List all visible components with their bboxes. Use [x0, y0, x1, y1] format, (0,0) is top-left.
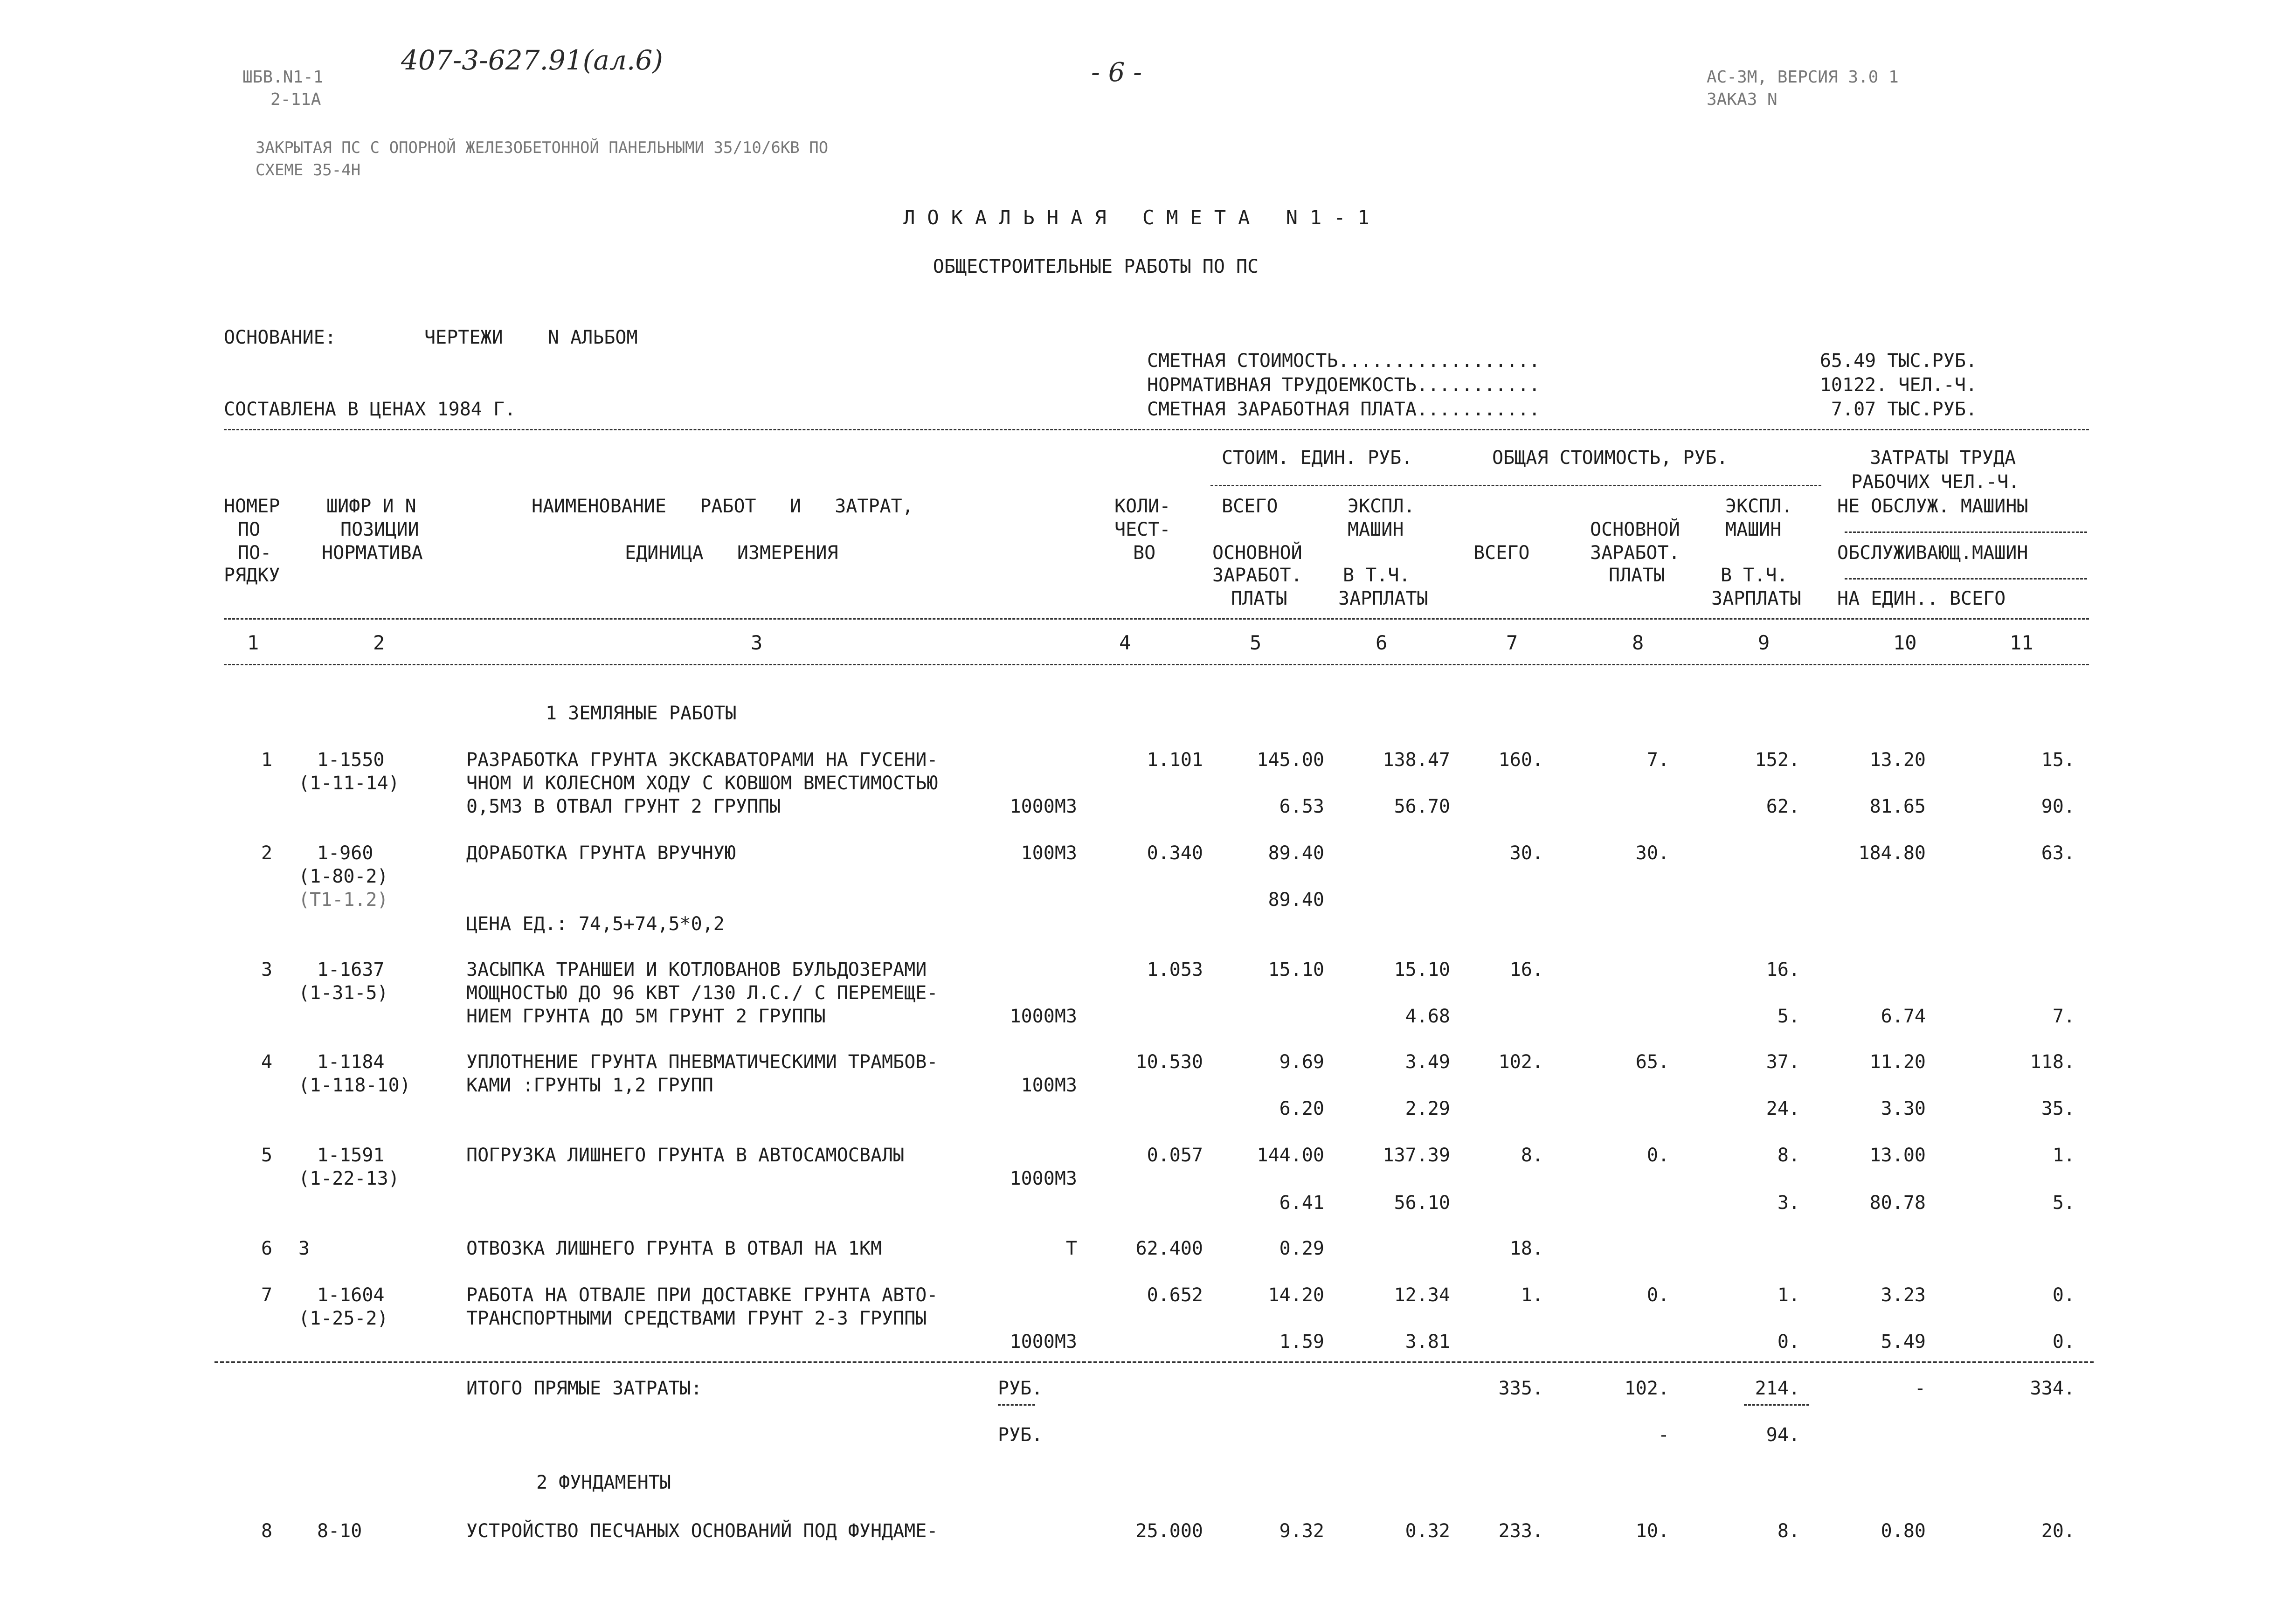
row-labor-unit: 0.80: [1881, 1520, 1926, 1542]
row-unit-mach-wage: 3.81: [1405, 1331, 1450, 1353]
row-mach: 37.: [1766, 1051, 1800, 1073]
row-total: 8.: [1521, 1145, 1543, 1166]
row-desc: ДОРАБОТКА ГРУНТА ВРУЧНУЮ: [466, 842, 736, 864]
doc-code: ШБВ.N1-1: [242, 68, 324, 87]
row-unit-mach: 0.32: [1405, 1520, 1450, 1542]
col6-header-3: В Т.Ч.: [1343, 565, 1411, 586]
header-rule-e: [224, 664, 2089, 665]
row-labor-total: 20.: [2041, 1520, 2075, 1542]
row-unit-total: 9.32: [1279, 1520, 1324, 1542]
order-number: ЗАКАЗ N: [1707, 90, 1777, 109]
col2-header-1: ШИФР И N: [326, 496, 416, 517]
row-unit-wage: 6.20: [1279, 1098, 1324, 1119]
row-labor-total-mach: 7.: [2052, 1006, 2075, 1027]
row-qty: 62.400: [1135, 1238, 1203, 1259]
totals-unit-2: РУБ.: [998, 1424, 1043, 1446]
row-desc: РАБОТА НА ОТВАЛЕ ПРИ ДОСТАВКЕ ГРУНТА АВТО-: [466, 1284, 938, 1306]
row-unit: 100М3: [1021, 842, 1077, 864]
row-code-sub: (1-80-2): [298, 866, 388, 887]
row-mach: 1.: [1777, 1284, 1800, 1306]
row-unit-mach: 137.39: [1383, 1145, 1450, 1166]
row-num: 8: [261, 1520, 273, 1542]
row-labor-unit: 13.00: [1869, 1145, 1926, 1166]
page-title: ЛОКАЛЬНАЯ СМЕТА N1-1: [903, 206, 1382, 229]
col5-header-3: ЗАРАБОТ.: [1212, 565, 1302, 586]
unit-cost-header: СТОИМ. ЕДИН. РУБ.: [1222, 447, 1413, 469]
labor-header-1: ЗАТРАТЫ ТРУДА: [1870, 447, 2016, 469]
row-code: 8-10: [317, 1520, 362, 1542]
row-qty: 1.053: [1147, 959, 1203, 980]
header-rule-a: [1210, 485, 1821, 486]
software-version: АС-3М, ВЕРСИЯ 3.0 1: [1707, 68, 1899, 87]
row-mach-wage: 0.: [1777, 1331, 1800, 1353]
row-wage: 30.: [1635, 842, 1669, 864]
row-code: 1-1184: [317, 1051, 385, 1073]
row-desc: ОТВОЗКА ЛИШНЕГО ГРУНТА В ОТВАЛ НА 1КМ: [466, 1238, 882, 1259]
row-note: ЦЕНА ЕД.: 74,5+74,5*0,2: [466, 913, 725, 935]
row-desc: КАМИ :ГРУНТЫ 1,2 ГРУПП: [466, 1075, 713, 1096]
row-mach: 16.: [1766, 959, 1800, 980]
colnum-3: 3: [751, 631, 763, 654]
row-wage: 65.: [1635, 1051, 1669, 1073]
colnum-4: 4: [1119, 631, 1131, 654]
row-unit-total: 145.00: [1257, 749, 1324, 771]
totals-label: ИТОГО ПРЯМЫЕ ЗАТРАТЫ:: [466, 1378, 702, 1399]
colnum-7: 7: [1506, 631, 1518, 654]
colnum-11: 11: [2010, 631, 2033, 654]
rule-totals: [214, 1361, 2094, 1363]
row-mach: 152.: [1755, 749, 1800, 771]
row-unit-mach-wage: 56.70: [1394, 796, 1450, 817]
row-unit: 1000М3: [1010, 1006, 1077, 1027]
project-title-line1: ЗАКРЫТАЯ ПС С ОПОРНОЙ ЖЕЛЕЗОБЕТОННОЙ ПАНЕЛЬНЫМИ 35/10/6КВ ПО: [256, 138, 829, 157]
row-total: 30.: [1509, 842, 1543, 864]
labor-header-3: НЕ ОБСЛУЖ. МАШИНЫ: [1837, 496, 2028, 517]
col2-header-2: ПОЗИЦИИ: [340, 519, 419, 540]
row-total: 18.: [1509, 1238, 1543, 1259]
page-number: - 6 -: [1091, 57, 1142, 88]
row-mach: 8.: [1777, 1520, 1800, 1542]
row-unit-wage: 6.53: [1279, 796, 1324, 817]
row-num: 1: [261, 749, 273, 771]
row-unit-total: 144.00: [1257, 1145, 1324, 1166]
col7-header: ВСЕГО: [1473, 542, 1530, 564]
row-labor-total: 63.: [2041, 842, 2075, 864]
section-title-foundations: 2 ФУНДАМЕНТЫ: [536, 1472, 671, 1493]
row-labor-unit: 184.80: [1858, 842, 1926, 864]
colnum-8: 8: [1632, 631, 1644, 654]
row-code-sub: (Т1-1.2): [298, 889, 388, 911]
row-labor-total-mach: 90.: [2041, 796, 2075, 817]
summary-value-cost: 65.49 ТЫС.РУБ.: [1819, 350, 1977, 372]
summary-label-cost: СМЕТНАЯ СТОИМОСТЬ..................: [1147, 350, 1540, 372]
col9-header-1: ЭКСПЛ.: [1725, 496, 1793, 517]
row-code: 1-1604: [317, 1284, 385, 1306]
row-labor-total-mach: 35.: [2041, 1098, 2075, 1119]
col4-header-1: КОЛИ-: [1114, 496, 1171, 517]
labor-header-4: ОБСЛУЖИВАЮЩ.МАШИН: [1837, 542, 2028, 564]
col5-header-4: ПЛАТЫ: [1231, 588, 1287, 609]
row-num: 3: [261, 959, 273, 980]
row-labor-unit-mach: 5.49: [1881, 1331, 1926, 1353]
row-total: 16.: [1509, 959, 1543, 980]
row-total: 1.: [1521, 1284, 1543, 1306]
row-labor-unit: 13.20: [1869, 749, 1926, 771]
row-code: 1-960: [317, 842, 373, 864]
row-labor-unit-mach: 80.78: [1869, 1192, 1926, 1214]
col1-header-4: РЯДКУ: [224, 565, 280, 586]
row-code-sub: (1-22-13): [298, 1168, 400, 1189]
col1-header-1: НОМЕР: [224, 496, 280, 517]
row-qty: 25.000: [1135, 1520, 1203, 1542]
totals-wage-2: -: [1658, 1424, 1669, 1446]
row-unit-wage: 6.41: [1279, 1192, 1324, 1214]
row-wage: 7.: [1646, 749, 1669, 771]
row-code: 1-1550: [317, 749, 385, 771]
row-unit: 100М3: [1021, 1075, 1077, 1096]
row-code: 3: [298, 1238, 310, 1259]
row-labor-unit-mach: 81.65: [1869, 796, 1926, 817]
col8-header-2: ЗАРАБОТ.: [1590, 542, 1680, 564]
totals-labor-unit: -: [1914, 1378, 1926, 1399]
row-labor-unit: 3.23: [1881, 1284, 1926, 1306]
col1-header-3: ПО-: [238, 542, 272, 564]
totals-unit: РУБ.: [998, 1378, 1043, 1399]
col4-header-2: ЧЕСТ-: [1114, 519, 1171, 540]
row-unit-total: 14.20: [1268, 1284, 1324, 1306]
row-desc: ПОГРУЗКА ЛИШНЕГО ГРУНТА В АВТОСАМОСВАЛЫ: [466, 1145, 905, 1166]
row-mach-wage: 62.: [1766, 796, 1800, 817]
row-qty: 10.530: [1135, 1051, 1203, 1073]
row-code-sub: (1-31-5): [298, 982, 388, 1004]
row-mach: 8.: [1777, 1145, 1800, 1166]
col8-header-1: ОСНОВНОЙ: [1590, 519, 1680, 540]
col3-header-2: ЕДИНИЦА ИЗМЕРЕНИЯ: [625, 542, 838, 564]
row-mach-wage: 24.: [1766, 1098, 1800, 1119]
row-qty: 0.652: [1147, 1284, 1203, 1306]
row-desc: 0,5М3 В ОТВАЛ ГРУНТ 2 ГРУППЫ: [466, 796, 781, 817]
row-labor-total-mach: 5.: [2052, 1192, 2075, 1214]
row-desc: ЗАСЫПКА ТРАНШЕИ И КОТЛОВАНОВ БУЛЬДОЗЕРАМИ: [466, 959, 927, 980]
colnum-2: 2: [373, 631, 385, 654]
row-desc: ЧНОМ И КОЛЕСНОМ ХОДУ С КОВШОМ ВМЕСТИМОСТЬЮ: [466, 773, 938, 794]
summary-label-labor: НОРМАТИВНАЯ ТРУДОЕМКОСТЬ...........: [1147, 374, 1540, 396]
row-unit-mach-wage: 4.68: [1405, 1006, 1450, 1027]
row-unit-total: 9.69: [1279, 1051, 1324, 1073]
row-code-sub: (1-11-14): [298, 773, 400, 794]
colnum-5: 5: [1250, 631, 1262, 654]
labor-header-2: РАБОЧИХ ЧЕЛ.-Ч.: [1851, 471, 2020, 493]
row-qty: 1.101: [1147, 749, 1203, 771]
row-desc: ТРАНСПОРТНЫМИ СРЕДСТВАМИ ГРУНТ 2-3 ГРУППЫ: [466, 1308, 927, 1329]
col2-header-3: НОРМАТИВА: [322, 542, 423, 564]
totals-labor-total: 334.: [2030, 1378, 2075, 1399]
row-unit-wage: 89.40: [1268, 889, 1324, 911]
row-wage: 10.: [1635, 1520, 1669, 1542]
page-subtitle: ОБЩЕСТРОИТЕЛЬНЫЕ РАБОТЫ ПО ПС: [933, 256, 1259, 277]
row-num: 5: [261, 1145, 273, 1166]
colnum-6: 6: [1376, 631, 1388, 654]
totals-underline-b: [1744, 1404, 1809, 1406]
section-title-earthworks: 1 ЗЕМЛЯНЫЕ РАБОТЫ: [546, 703, 737, 724]
row-labor-total: 118.: [2030, 1051, 2075, 1073]
row-desc: МОЩНОСТЬЮ ДО 96 КВТ /130 Л.С./ С ПЕРЕМЕЩЕ-: [466, 982, 938, 1004]
col6-header-1: ЭКСПЛ.: [1348, 496, 1415, 517]
row-desc: УСТРОЙСТВО ПЕСЧАНЫХ ОСНОВАНИЙ ПОД ФУНДАМЕ-: [466, 1520, 938, 1542]
row-desc: НИЕМ ГРУНТА ДО 5М ГРУНТ 2 ГРУППЫ: [466, 1006, 826, 1027]
col9-header-2: МАШИН: [1725, 519, 1782, 540]
col9-header-4: ЗАРПЛАТЫ: [1711, 588, 1801, 609]
row-unit-mach: 15.10: [1394, 959, 1450, 980]
row-desc: УПЛОТНЕНИЕ ГРУНТА ПНЕВМАТИЧЕСКИМИ ТРАМБОВ-: [466, 1051, 938, 1073]
row-labor-unit-mach: 3.30: [1881, 1098, 1926, 1119]
summary-label-wage: СМЕТНАЯ ЗАРАБОТНАЯ ПЛАТА...........: [1147, 399, 1540, 420]
row-code-sub: (1-118-10): [298, 1075, 411, 1096]
row-num: 2: [261, 842, 273, 864]
rule-top: [224, 429, 2089, 430]
row-unit: 1000М3: [1010, 1168, 1077, 1189]
row-total: 233.: [1498, 1520, 1543, 1542]
doc-code-sub: 2-11А: [270, 90, 321, 109]
row-wage: 0.: [1646, 1284, 1669, 1306]
row-qty: 0.340: [1147, 842, 1203, 864]
header-rule-c: [1845, 578, 2087, 580]
colnum-1: 1: [247, 631, 259, 654]
totals-total: 335.: [1498, 1378, 1543, 1399]
row-num: 4: [261, 1051, 273, 1073]
summary-value-labor: 10122. ЧЕЛ.-Ч.: [1819, 374, 1977, 396]
row-labor-unit: 11.20: [1869, 1051, 1926, 1073]
totals-underline-a: [998, 1404, 1035, 1406]
row-total: 160.: [1498, 749, 1543, 771]
row-code-sub: (1-25-2): [298, 1308, 388, 1329]
col8-header-3: ПЛАТЫ: [1609, 565, 1665, 586]
project-title-line2: СХЕМЕ 35-4Н: [256, 161, 361, 179]
row-unit-mach-wage: 56.10: [1394, 1192, 1450, 1214]
labor-header-5: НА ЕДИН.. ВСЕГО: [1837, 588, 2006, 609]
totals-mach: 214.: [1755, 1378, 1800, 1399]
row-qty: 0.057: [1147, 1145, 1203, 1166]
basis-value: ЧЕРТЕЖИ N АЛЬБОМ: [424, 327, 638, 348]
row-unit: Т: [1065, 1238, 1077, 1259]
row-mach-wage: 5.: [1777, 1006, 1800, 1027]
row-labor-total: 0.: [2052, 1284, 2075, 1306]
totals-wage: 102.: [1624, 1378, 1669, 1399]
row-desc: РАЗРАБОТКА ГРУНТА ЭКСКАВАТОРАМИ НА ГУСЕНИ-: [466, 749, 938, 771]
col6-header-2: МАШИН: [1348, 519, 1404, 540]
row-unit-mach: 12.34: [1394, 1284, 1450, 1306]
row-num: 6: [261, 1238, 273, 1259]
row-unit-total: 89.40: [1268, 842, 1324, 864]
row-unit: 1000М3: [1010, 1331, 1077, 1353]
row-mach-wage: 3.: [1777, 1192, 1800, 1214]
col6-header-4: ЗАРПЛАТЫ: [1338, 588, 1428, 609]
row-unit-mach: 3.49: [1405, 1051, 1450, 1073]
row-unit-mach-wage: 2.29: [1405, 1098, 1450, 1119]
row-labor-unit-mach: 6.74: [1881, 1006, 1926, 1027]
row-unit-mach: 138.47: [1383, 749, 1450, 771]
row-unit-wage: 1.59: [1279, 1331, 1324, 1353]
row-unit-total: 15.10: [1268, 959, 1324, 980]
header-rule-b: [1845, 531, 2087, 533]
row-wage: 0.: [1646, 1145, 1669, 1166]
row-code: 1-1591: [317, 1145, 385, 1166]
col4-header-3: ВО: [1133, 542, 1156, 564]
row-code: 1-1637: [317, 959, 385, 980]
prices-year: СОСТАВЛЕНА В ЦЕНАХ 1984 Г.: [224, 399, 516, 420]
col5-header-1: ВСЕГО: [1222, 496, 1278, 517]
col3-header-1: НАИМЕНОВАНИЕ РАБОТ И ЗАТРАТ,: [532, 496, 913, 517]
col9-header-3: В Т.Ч.: [1721, 565, 1788, 586]
handwritten-note: 407-3-627.91(ал.6): [401, 44, 663, 76]
row-labor-total: 1.: [2052, 1145, 2075, 1166]
summary-value-wage: 7.07 ТЫС.РУБ.: [1831, 399, 1977, 420]
colnum-10: 10: [1893, 631, 1917, 654]
totals-mach-wage-2: 94.: [1766, 1424, 1800, 1446]
row-total: 102.: [1498, 1051, 1543, 1073]
col1-header-2: ПО: [238, 519, 261, 540]
col5-header-2: ОСНОВНОЙ: [1212, 542, 1302, 564]
header-rule-d: [224, 618, 2089, 620]
row-labor-total: 15.: [2041, 749, 2075, 771]
row-unit-total: 0.29: [1279, 1238, 1324, 1259]
row-labor-total-mach: 0.: [2052, 1331, 2075, 1353]
colnum-9: 9: [1758, 631, 1770, 654]
basis-label: ОСНОВАНИЕ:: [224, 327, 336, 348]
row-unit: 1000М3: [1010, 796, 1077, 817]
total-cost-header: ОБЩАЯ СТОИМОСТЬ, РУБ.: [1492, 447, 1728, 469]
row-num: 7: [261, 1284, 273, 1306]
